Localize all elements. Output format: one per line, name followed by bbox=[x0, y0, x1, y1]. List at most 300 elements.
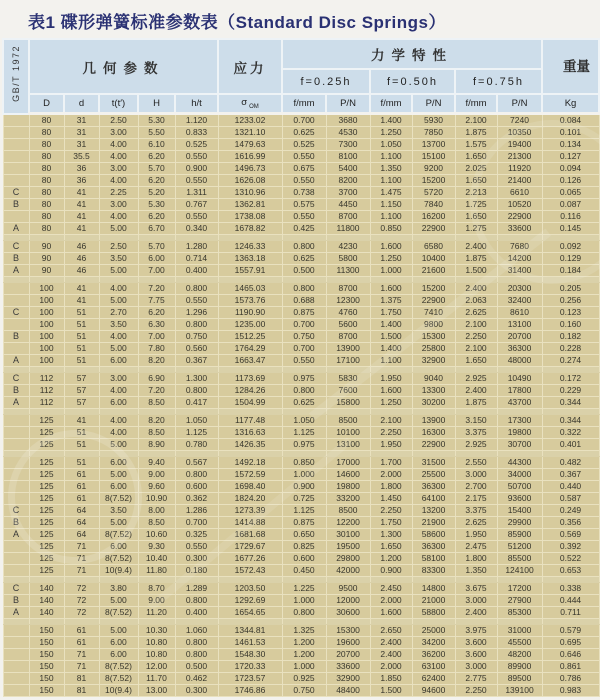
cell-f050: 1.300 bbox=[370, 529, 412, 541]
cell-H: 10.30 bbox=[138, 625, 175, 637]
cell-f075: 3.600 bbox=[455, 649, 497, 661]
cell-d: 72 bbox=[64, 583, 99, 595]
cell-kg: 0.522 bbox=[542, 553, 599, 565]
cell-d: 57 bbox=[64, 397, 99, 409]
cell-f025: 1.225 bbox=[282, 583, 326, 595]
table-row bbox=[3, 253, 599, 265]
cell-D: 80 bbox=[29, 127, 64, 139]
cell-t: 8(7.52) bbox=[99, 529, 138, 541]
cell-f050: 1.600 bbox=[370, 385, 412, 397]
cell-series-label: C bbox=[3, 505, 29, 517]
table-row bbox=[3, 223, 599, 235]
cell-p075: 19400 bbox=[497, 139, 542, 151]
table-row bbox=[3, 373, 599, 385]
cell-p050: 15200 bbox=[412, 283, 455, 295]
disc-springs-table bbox=[2, 38, 600, 697]
cell-kg: 0.205 bbox=[542, 283, 599, 295]
cell-H: 8.50 bbox=[138, 427, 175, 439]
cell-D: 100 bbox=[29, 283, 64, 295]
cell-t: 3.80 bbox=[99, 583, 138, 595]
cell-p075: 21400 bbox=[497, 175, 542, 187]
cell-f075: 1.950 bbox=[455, 529, 497, 541]
cell-f075: 3.000 bbox=[455, 469, 497, 481]
deflection-050h-header: f=0.50h bbox=[370, 69, 455, 94]
cell-p025: 8700 bbox=[326, 331, 370, 343]
cell-H: 8.50 bbox=[138, 517, 175, 529]
cell-H: 11.20 bbox=[138, 607, 175, 619]
table-row bbox=[3, 151, 599, 163]
cell-p050: 15200 bbox=[412, 175, 455, 187]
cell-D: 100 bbox=[29, 307, 64, 319]
cell-p050: 25500 bbox=[412, 469, 455, 481]
cell-series-label bbox=[3, 685, 29, 697]
cell-D: 100 bbox=[29, 331, 64, 343]
cell-t: 6.00 bbox=[99, 649, 138, 661]
cell-ht: 0.900 bbox=[175, 163, 218, 175]
cell-p075: 14200 bbox=[497, 253, 542, 265]
cell-H: 12.00 bbox=[138, 661, 175, 673]
cell-D: 80 bbox=[29, 139, 64, 151]
cell-f025: 0.550 bbox=[282, 175, 326, 187]
table-row bbox=[3, 114, 599, 127]
cell-kg: 0.101 bbox=[542, 127, 599, 139]
cell-d: 51 bbox=[64, 457, 99, 469]
cell-f050: 1.250 bbox=[370, 397, 412, 409]
cell-t: 4.00 bbox=[99, 151, 138, 163]
cell-sigma: 1616.99 bbox=[218, 151, 282, 163]
cell-H: 8.50 bbox=[138, 397, 175, 409]
cell-p050: 14800 bbox=[412, 583, 455, 595]
cell-kg: 0.344 bbox=[542, 415, 599, 427]
cell-p075: 15400 bbox=[497, 505, 542, 517]
cell-series-label bbox=[3, 481, 29, 493]
cell-H: 5.20 bbox=[138, 187, 175, 199]
cell-p075: 19800 bbox=[497, 427, 542, 439]
cell-f025: 0.875 bbox=[282, 517, 326, 529]
cell-d: 31 bbox=[64, 127, 99, 139]
cell-p050: 21600 bbox=[412, 265, 455, 277]
cell-p025: 32900 bbox=[326, 673, 370, 685]
cell-D: 125 bbox=[29, 439, 64, 451]
cell-H: 5.70 bbox=[138, 163, 175, 175]
cell-ht: 0.567 bbox=[175, 457, 218, 469]
cell-t: 6.00 bbox=[99, 481, 138, 493]
table-row bbox=[3, 469, 599, 481]
cell-p050: 64100 bbox=[412, 493, 455, 505]
cell-f025: 0.975 bbox=[282, 439, 326, 451]
cell-t: 6.00 bbox=[99, 397, 138, 409]
table-row bbox=[3, 493, 599, 505]
cell-t: 8(7.52) bbox=[99, 493, 138, 505]
cell-p075: 7240 bbox=[497, 114, 542, 127]
cell-series-label bbox=[3, 151, 29, 163]
cell-d: 41 bbox=[64, 199, 99, 211]
cell-t: 4.00 bbox=[99, 415, 138, 427]
cell-H: 7.80 bbox=[138, 343, 175, 355]
cell-p025: 11800 bbox=[326, 223, 370, 235]
cell-f075: 2.625 bbox=[455, 307, 497, 319]
cell-p050: 21000 bbox=[412, 595, 455, 607]
cell-d: 71 bbox=[64, 541, 99, 553]
cell-p025: 42000 bbox=[326, 565, 370, 577]
cell-f025: 0.825 bbox=[282, 541, 326, 553]
cell-f075: 1.650 bbox=[455, 175, 497, 187]
cell-ht: 0.367 bbox=[175, 355, 218, 367]
cell-ht: 1.060 bbox=[175, 625, 218, 637]
cell-kg: 0.482 bbox=[542, 457, 599, 469]
cell-series-label: B bbox=[3, 199, 29, 211]
cell-kg: 0.087 bbox=[542, 199, 599, 211]
cell-f025: 0.550 bbox=[282, 211, 326, 223]
cell-series-label bbox=[3, 469, 29, 481]
cell-f025: 1.200 bbox=[282, 649, 326, 661]
cell-p025: 29800 bbox=[326, 553, 370, 565]
cell-p025: 19800 bbox=[326, 481, 370, 493]
cell-D: 140 bbox=[29, 595, 64, 607]
cell-t: 8(7.52) bbox=[99, 661, 138, 673]
cell-f075: 2.063 bbox=[455, 295, 497, 307]
cell-D: 80 bbox=[29, 175, 64, 187]
cell-series-label bbox=[3, 439, 29, 451]
cell-H: 9.40 bbox=[138, 457, 175, 469]
cell-d: 61 bbox=[64, 493, 99, 505]
cell-p025: 15800 bbox=[326, 397, 370, 409]
cell-D: 100 bbox=[29, 343, 64, 355]
cell-t: 2.50 bbox=[99, 114, 138, 127]
cell-ht: 0.550 bbox=[175, 541, 218, 553]
cell-f050: 1.650 bbox=[370, 541, 412, 553]
cell-p075: 34000 bbox=[497, 469, 542, 481]
cell-ht: 0.750 bbox=[175, 331, 218, 343]
cell-sigma: 1548.30 bbox=[218, 649, 282, 661]
cell-f025: 0.925 bbox=[282, 673, 326, 685]
cell-t: 6.00 bbox=[99, 637, 138, 649]
cell-series-label: A bbox=[3, 607, 29, 619]
cell-p075: 44300 bbox=[497, 457, 542, 469]
cell-d: 51 bbox=[64, 439, 99, 451]
table-row bbox=[3, 355, 599, 367]
cell-series-label bbox=[3, 415, 29, 427]
table-row bbox=[3, 265, 599, 277]
cell-f075: 2.400 bbox=[455, 607, 497, 619]
cell-t: 8(7.52) bbox=[99, 607, 138, 619]
cell-D: 125 bbox=[29, 541, 64, 553]
cell-D: 112 bbox=[29, 397, 64, 409]
cell-p050: 7410 bbox=[412, 307, 455, 319]
cell-kg: 0.344 bbox=[542, 397, 599, 409]
cell-f075: 3.675 bbox=[455, 583, 497, 595]
cell-sigma: 1738.08 bbox=[218, 211, 282, 223]
cell-kg: 0.256 bbox=[542, 295, 599, 307]
cell-kg: 0.861 bbox=[542, 661, 599, 673]
cell-f050: 2.000 bbox=[370, 661, 412, 673]
cell-D: 150 bbox=[29, 649, 64, 661]
cell-d: 72 bbox=[64, 607, 99, 619]
cell-H: 5.30 bbox=[138, 114, 175, 127]
col-header-p025: P/N bbox=[326, 94, 370, 114]
cell-f075: 2.550 bbox=[455, 457, 497, 469]
table-row bbox=[3, 397, 599, 409]
cell-p025: 11300 bbox=[326, 265, 370, 277]
cell-H: 6.30 bbox=[138, 319, 175, 331]
cell-D: 140 bbox=[29, 583, 64, 595]
cell-D: 80 bbox=[29, 199, 64, 211]
cell-f075: 1.725 bbox=[455, 199, 497, 211]
cell-sigma: 1426.35 bbox=[218, 439, 282, 451]
cell-f075: 1.275 bbox=[455, 223, 497, 235]
table-row bbox=[3, 481, 599, 493]
table-row bbox=[3, 673, 599, 685]
table-row bbox=[3, 307, 599, 319]
table-row bbox=[3, 385, 599, 397]
cell-f075: 3.975 bbox=[455, 625, 497, 637]
cell-t: 3.00 bbox=[99, 127, 138, 139]
cell-p025: 8700 bbox=[326, 283, 370, 295]
cell-H: 8.70 bbox=[138, 583, 175, 595]
cell-series-label bbox=[3, 673, 29, 685]
cell-f025: 0.450 bbox=[282, 565, 326, 577]
geometry-header: 几何参数 bbox=[29, 39, 218, 94]
cell-p050: 63100 bbox=[412, 661, 455, 673]
cell-H: 6.20 bbox=[138, 151, 175, 163]
cell-sigma: 1414.88 bbox=[218, 517, 282, 529]
cell-ht: 1.289 bbox=[175, 583, 218, 595]
cell-p025: 20700 bbox=[326, 649, 370, 661]
cell-p025: 13900 bbox=[326, 343, 370, 355]
cell-kg: 0.123 bbox=[542, 307, 599, 319]
cell-kg: 0.338 bbox=[542, 583, 599, 595]
cell-sigma: 1292.69 bbox=[218, 595, 282, 607]
cell-f025: 0.625 bbox=[282, 127, 326, 139]
cell-f025: 1.200 bbox=[282, 637, 326, 649]
cell-ht: 0.300 bbox=[175, 685, 218, 697]
cell-t: 5.00 bbox=[99, 295, 138, 307]
cell-p050: 62400 bbox=[412, 673, 455, 685]
cell-H: 6.20 bbox=[138, 211, 175, 223]
cell-p050: 9040 bbox=[412, 373, 455, 385]
cell-f075: 3.375 bbox=[455, 427, 497, 439]
cell-d: 41 bbox=[64, 283, 99, 295]
cell-d: 31 bbox=[64, 139, 99, 151]
cell-f075: 2.625 bbox=[455, 517, 497, 529]
cell-t: 6.00 bbox=[99, 457, 138, 469]
cell-d: 36 bbox=[64, 175, 99, 187]
cell-t: 2.25 bbox=[99, 187, 138, 199]
cell-kg: 0.145 bbox=[542, 223, 599, 235]
cell-H: 10.90 bbox=[138, 493, 175, 505]
cell-p075: 17800 bbox=[497, 385, 542, 397]
cell-f075: 2.400 bbox=[455, 283, 497, 295]
cell-d: 51 bbox=[64, 307, 99, 319]
cell-series-label: C bbox=[3, 373, 29, 385]
cell-p050: 32900 bbox=[412, 355, 455, 367]
cell-series-label bbox=[3, 114, 29, 127]
cell-ht: 1.311 bbox=[175, 187, 218, 199]
cell-kg: 0.392 bbox=[542, 541, 599, 553]
cell-f025: 1.125 bbox=[282, 427, 326, 439]
cell-H: 7.20 bbox=[138, 385, 175, 397]
cell-d: 64 bbox=[64, 517, 99, 529]
cell-H: 5.50 bbox=[138, 127, 175, 139]
cell-series-label bbox=[3, 541, 29, 553]
cell-D: 150 bbox=[29, 685, 64, 697]
cell-series-label bbox=[3, 283, 29, 295]
cell-p025: 5400 bbox=[326, 163, 370, 175]
table-row bbox=[3, 595, 599, 607]
col-header-f025: f/mm bbox=[282, 94, 326, 114]
cell-p025: 15300 bbox=[326, 625, 370, 637]
cell-sigma: 1344.81 bbox=[218, 625, 282, 637]
cell-H: 6.90 bbox=[138, 373, 175, 385]
cell-f075: 2.475 bbox=[455, 541, 497, 553]
cell-sigma: 1235.00 bbox=[218, 319, 282, 331]
cell-p050: 7850 bbox=[412, 127, 455, 139]
cell-ht: 0.180 bbox=[175, 565, 218, 577]
cell-t: 3.50 bbox=[99, 505, 138, 517]
cell-p050: 13700 bbox=[412, 139, 455, 151]
cell-ht: 0.833 bbox=[175, 127, 218, 139]
cell-d: 51 bbox=[64, 331, 99, 343]
cell-sigma: 1663.47 bbox=[218, 355, 282, 367]
cell-t: 4.00 bbox=[99, 139, 138, 151]
cell-D: 90 bbox=[29, 241, 64, 253]
cell-D: 125 bbox=[29, 493, 64, 505]
cell-H: 6.70 bbox=[138, 223, 175, 235]
cell-p075: 21300 bbox=[497, 151, 542, 163]
cell-f025: 1.000 bbox=[282, 595, 326, 607]
cell-t: 5.00 bbox=[99, 469, 138, 481]
cell-series-label bbox=[3, 553, 29, 565]
cell-f075: 2.250 bbox=[455, 685, 497, 697]
cell-sigma: 1496.73 bbox=[218, 163, 282, 175]
cell-p025: 3680 bbox=[326, 114, 370, 127]
cell-sigma: 1492.18 bbox=[218, 457, 282, 469]
cell-H: 5.70 bbox=[138, 241, 175, 253]
cell-kg: 0.786 bbox=[542, 673, 599, 685]
cell-D: 150 bbox=[29, 637, 64, 649]
table-row bbox=[3, 241, 599, 253]
cell-f025: 0.600 bbox=[282, 553, 326, 565]
cell-kg: 0.094 bbox=[542, 163, 599, 175]
cell-p050: 22900 bbox=[412, 295, 455, 307]
cell-f050: 1.250 bbox=[370, 127, 412, 139]
cell-sigma: 1677.26 bbox=[218, 553, 282, 565]
cell-kg: 0.695 bbox=[542, 637, 599, 649]
cell-p025: 8700 bbox=[326, 211, 370, 223]
cell-ht: 0.700 bbox=[175, 517, 218, 529]
col-header-p050: P/N bbox=[412, 94, 455, 114]
cell-D: 80 bbox=[29, 151, 64, 163]
cell-ht: 0.550 bbox=[175, 211, 218, 223]
cell-sigma: 1233.02 bbox=[218, 114, 282, 127]
cell-f050: 2.250 bbox=[370, 427, 412, 439]
cell-f075: 2.250 bbox=[455, 331, 497, 343]
cell-p025: 13100 bbox=[326, 439, 370, 451]
cell-p075: 30700 bbox=[497, 439, 542, 451]
cell-f050: 1.950 bbox=[370, 373, 412, 385]
table-row bbox=[3, 649, 599, 661]
cell-series-label: B bbox=[3, 385, 29, 397]
col-header-f075: f/mm bbox=[455, 94, 497, 114]
cell-d: 71 bbox=[64, 553, 99, 565]
cell-t: 4.00 bbox=[99, 283, 138, 295]
cell-ht: 0.780 bbox=[175, 439, 218, 451]
cell-sigma: 1698.40 bbox=[218, 481, 282, 493]
cell-p075: 33600 bbox=[497, 223, 542, 235]
cell-d: 51 bbox=[64, 343, 99, 355]
table-row bbox=[3, 661, 599, 673]
cell-t: 4.00 bbox=[99, 385, 138, 397]
cell-d: 41 bbox=[64, 295, 99, 307]
cell-f025: 0.550 bbox=[282, 355, 326, 367]
cell-ht: 1.296 bbox=[175, 307, 218, 319]
cell-f025: 0.675 bbox=[282, 163, 326, 175]
cell-ht: 1.280 bbox=[175, 241, 218, 253]
cell-D: 90 bbox=[29, 265, 64, 277]
cell-p050: 30200 bbox=[412, 397, 455, 409]
cell-D: 140 bbox=[29, 607, 64, 619]
cell-t: 5.00 bbox=[99, 343, 138, 355]
cell-ht: 1.120 bbox=[175, 114, 218, 127]
cell-sigma: 1572.43 bbox=[218, 565, 282, 577]
cell-kg: 0.983 bbox=[542, 685, 599, 697]
cell-D: 125 bbox=[29, 457, 64, 469]
col-header-t: t(t′) bbox=[99, 94, 138, 114]
cell-f075: 3.150 bbox=[455, 415, 497, 427]
cell-kg: 0.274 bbox=[542, 355, 599, 367]
cell-f050: 1.750 bbox=[370, 307, 412, 319]
cell-sigma: 1678.82 bbox=[218, 223, 282, 235]
cell-ht: 0.400 bbox=[175, 265, 218, 277]
cell-t: 5.00 bbox=[99, 439, 138, 451]
cell-f075: 2.100 bbox=[455, 114, 497, 127]
cell-f075: 2.925 bbox=[455, 439, 497, 451]
cell-f075: 1.650 bbox=[455, 355, 497, 367]
cell-f025: 1.000 bbox=[282, 661, 326, 673]
cell-d: 41 bbox=[64, 211, 99, 223]
cell-p025: 30100 bbox=[326, 529, 370, 541]
cell-d: 51 bbox=[64, 319, 99, 331]
cell-f050: 2.000 bbox=[370, 595, 412, 607]
cell-f025: 1.000 bbox=[282, 469, 326, 481]
cell-p025: 10100 bbox=[326, 427, 370, 439]
cell-d: 71 bbox=[64, 649, 99, 661]
cell-t: 4.00 bbox=[99, 175, 138, 187]
table-row bbox=[3, 343, 599, 355]
cell-d: 61 bbox=[64, 469, 99, 481]
cell-p075: 20300 bbox=[497, 283, 542, 295]
cell-ht: 0.800 bbox=[175, 319, 218, 331]
cell-f025: 0.688 bbox=[282, 295, 326, 307]
cell-p050: 13200 bbox=[412, 505, 455, 517]
cell-t: 4.00 bbox=[99, 427, 138, 439]
table-row bbox=[3, 295, 599, 307]
cell-f075: 2.025 bbox=[455, 163, 497, 175]
cell-H: 9.00 bbox=[138, 595, 175, 607]
table-row bbox=[3, 415, 599, 427]
cell-f050: 1.600 bbox=[370, 607, 412, 619]
col-header-sigma: σ $_{OM}$ bbox=[218, 94, 282, 114]
cell-f050: 1.375 bbox=[370, 295, 412, 307]
cell-kg: 0.367 bbox=[542, 469, 599, 481]
cell-p050: 83300 bbox=[412, 565, 455, 577]
cell-f075: 2.925 bbox=[455, 373, 497, 385]
cell-D: 80 bbox=[29, 114, 64, 127]
cell-series-label bbox=[3, 163, 29, 175]
cell-p025: 7600 bbox=[326, 385, 370, 397]
cell-series-label bbox=[3, 139, 29, 151]
cell-f075: 2.400 bbox=[455, 241, 497, 253]
